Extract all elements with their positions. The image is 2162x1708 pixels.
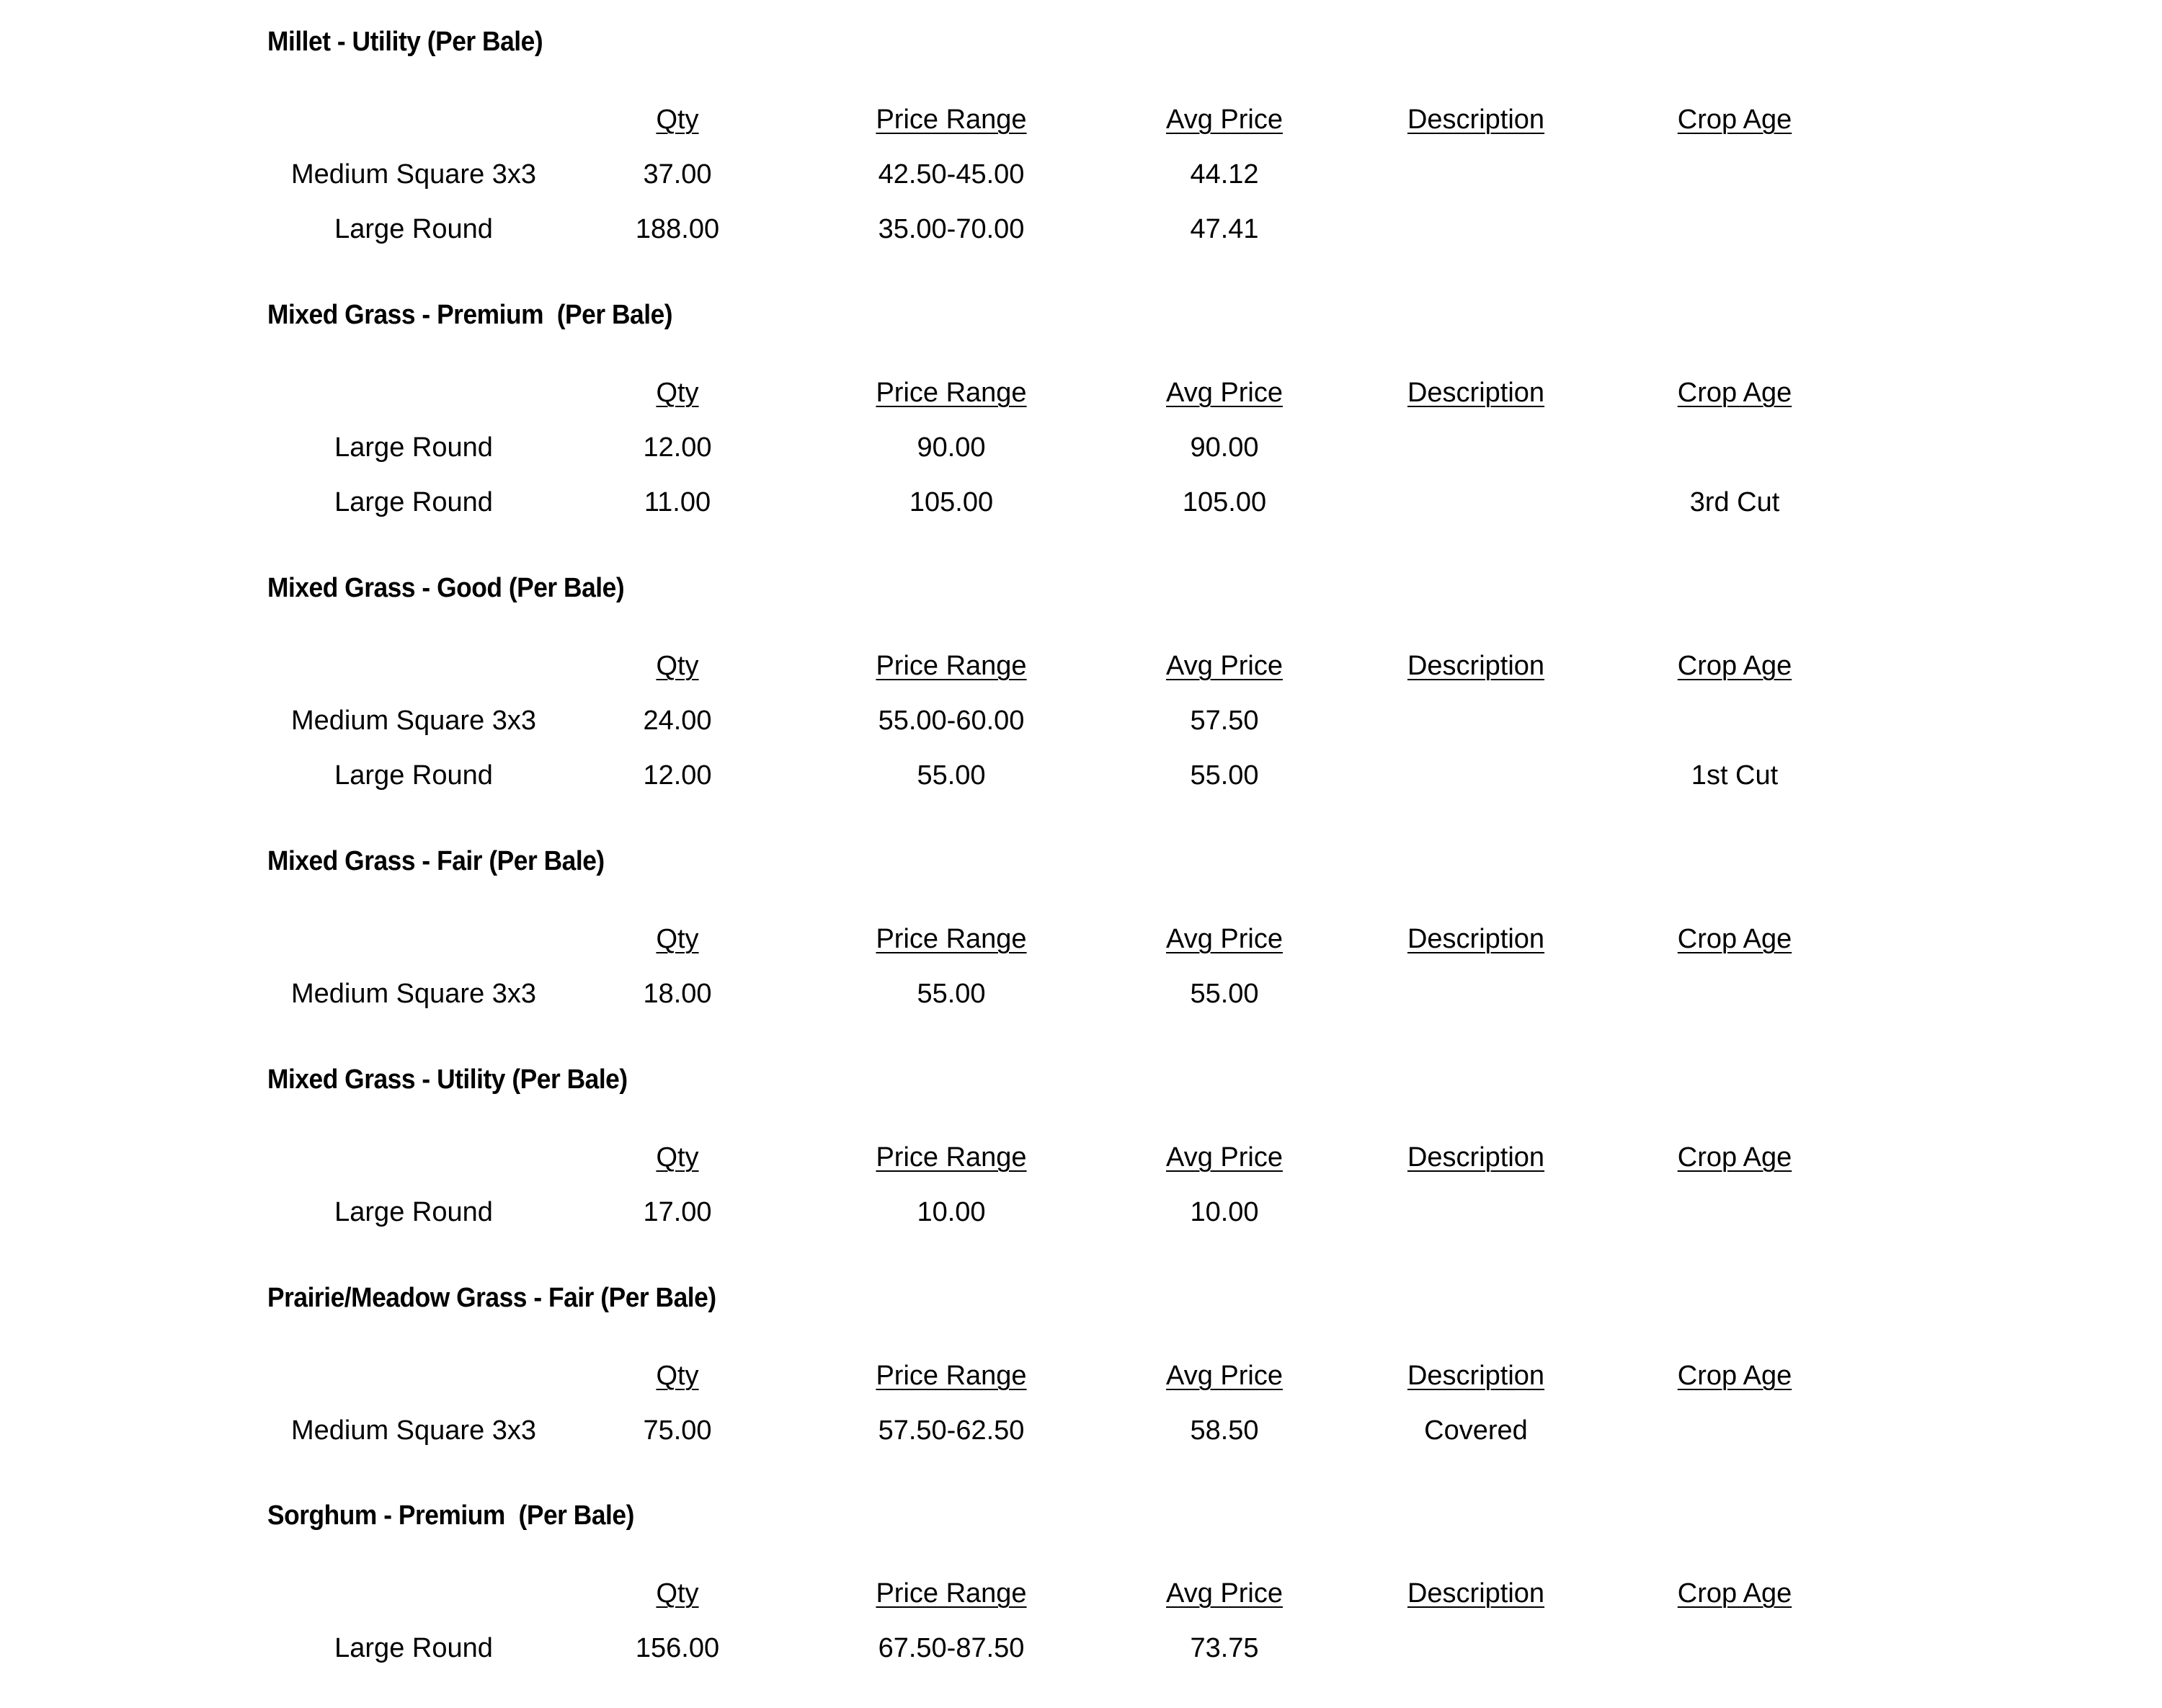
bale-type: Medium Square 3x3 bbox=[290, 1415, 537, 1446]
bale-type: Large Round bbox=[334, 432, 493, 463]
description-value: Covered bbox=[1424, 1415, 1528, 1446]
table-header bbox=[0, 1136, 2162, 1179]
column-header-qty: Qty bbox=[656, 1361, 699, 1391]
table-header bbox=[0, 371, 2162, 414]
qty-value: 12.00 bbox=[643, 760, 712, 791]
column-header-crop-age: Crop Age bbox=[1677, 924, 1792, 954]
column-header-avg-price: Avg Price bbox=[1166, 924, 1283, 954]
column-header-description: Description bbox=[1407, 1361, 1545, 1391]
avg-price-value: 58.50 bbox=[1190, 1415, 1259, 1446]
avg-price-value: 90.00 bbox=[1190, 432, 1259, 463]
bale-type: Large Round bbox=[334, 1197, 493, 1227]
price-range-value: 55.00 bbox=[917, 979, 986, 1009]
column-header-qty: Qty bbox=[656, 924, 699, 954]
avg-price-value: 47.41 bbox=[1190, 214, 1259, 244]
section-title: Prairie/Meadow Grass - Fair (Per Bale) bbox=[267, 1283, 716, 1313]
avg-price-value: 10.00 bbox=[1190, 1197, 1259, 1227]
qty-value: 24.00 bbox=[643, 706, 712, 736]
column-header-crop-age: Crop Age bbox=[1677, 1361, 1792, 1391]
table-row bbox=[0, 481, 2162, 524]
table-header bbox=[0, 1354, 2162, 1397]
table-row bbox=[0, 1627, 2162, 1670]
column-header-description: Description bbox=[1407, 1578, 1545, 1609]
avg-price-value: 73.75 bbox=[1190, 1633, 1259, 1663]
section-title: Millet - Utility (Per Bale) bbox=[267, 27, 543, 57]
column-header-description: Description bbox=[1407, 924, 1545, 954]
bale-type: Large Round bbox=[334, 487, 493, 517]
bale-type: Medium Square 3x3 bbox=[290, 159, 537, 190]
column-header-price-range: Price Range bbox=[876, 1142, 1027, 1173]
column-header-description: Description bbox=[1407, 1142, 1545, 1173]
column-header-crop-age: Crop Age bbox=[1677, 1142, 1792, 1173]
qty-value: 156.00 bbox=[635, 1633, 720, 1663]
column-header-avg-price: Avg Price bbox=[1166, 651, 1283, 681]
column-header-crop-age: Crop Age bbox=[1677, 104, 1792, 135]
bale-type: Large Round bbox=[334, 1633, 493, 1663]
avg-price-value: 57.50 bbox=[1190, 706, 1259, 736]
table-header bbox=[0, 644, 2162, 688]
column-header-crop-age: Crop Age bbox=[1677, 651, 1792, 681]
table-row bbox=[0, 426, 2162, 469]
column-header-avg-price: Avg Price bbox=[1166, 378, 1283, 408]
bale-type: Large Round bbox=[334, 214, 493, 244]
column-header-qty: Qty bbox=[656, 378, 699, 408]
section-title: Mixed Grass - Good (Per Bale) bbox=[267, 573, 625, 603]
section-title: Mixed Grass - Fair (Per Bale) bbox=[267, 846, 605, 876]
table-row bbox=[0, 699, 2162, 742]
crop-age-value: 1st Cut bbox=[1691, 760, 1779, 791]
avg-price-value: 55.00 bbox=[1190, 979, 1259, 1009]
qty-value: 188.00 bbox=[635, 214, 720, 244]
qty-value: 37.00 bbox=[643, 159, 712, 190]
price-range-value: 105.00 bbox=[909, 487, 994, 517]
avg-price-value: 55.00 bbox=[1190, 760, 1259, 791]
table-row bbox=[0, 208, 2162, 251]
section-title: Mixed Grass - Utility (Per Bale) bbox=[267, 1064, 628, 1095]
qty-value: 17.00 bbox=[643, 1197, 712, 1227]
price-range-value: 57.50-62.50 bbox=[878, 1415, 1025, 1446]
price-range-value: 90.00 bbox=[917, 432, 986, 463]
table-row bbox=[0, 1409, 2162, 1452]
column-header-description: Description bbox=[1407, 104, 1545, 135]
section-title: Mixed Grass - Premium (Per Bale) bbox=[267, 300, 673, 330]
column-header-price-range: Price Range bbox=[876, 1578, 1027, 1609]
column-header-qty: Qty bbox=[656, 1578, 699, 1609]
column-header-qty: Qty bbox=[656, 651, 699, 681]
price-range-value: 55.00-60.00 bbox=[878, 706, 1025, 736]
column-header-qty: Qty bbox=[656, 104, 699, 135]
column-header-crop-age: Crop Age bbox=[1677, 378, 1792, 408]
price-range-value: 35.00-70.00 bbox=[878, 214, 1025, 244]
column-header-price-range: Price Range bbox=[876, 104, 1027, 135]
bale-type: Medium Square 3x3 bbox=[290, 706, 537, 736]
table-header bbox=[0, 1572, 2162, 1615]
column-header-qty: Qty bbox=[656, 1142, 699, 1173]
table-header bbox=[0, 98, 2162, 141]
qty-value: 18.00 bbox=[643, 979, 712, 1009]
price-range-value: 55.00 bbox=[917, 760, 986, 791]
avg-price-value: 105.00 bbox=[1182, 487, 1267, 517]
table-row bbox=[0, 972, 2162, 1015]
column-header-avg-price: Avg Price bbox=[1166, 1578, 1283, 1609]
bale-type: Medium Square 3x3 bbox=[290, 979, 537, 1009]
column-header-price-range: Price Range bbox=[876, 1361, 1027, 1391]
table-row bbox=[0, 754, 2162, 797]
section-title: Sorghum - Premium (Per Bale) bbox=[267, 1500, 634, 1531]
column-header-avg-price: Avg Price bbox=[1166, 1142, 1283, 1173]
column-header-price-range: Price Range bbox=[876, 924, 1027, 954]
crop-age-value: 3rd Cut bbox=[1689, 487, 1780, 517]
column-header-crop-age: Crop Age bbox=[1677, 1578, 1792, 1609]
price-range-value: 10.00 bbox=[917, 1197, 986, 1227]
table-header bbox=[0, 917, 2162, 961]
qty-value: 11.00 bbox=[644, 487, 711, 517]
qty-value: 75.00 bbox=[643, 1415, 712, 1446]
avg-price-value: 44.12 bbox=[1190, 159, 1259, 190]
column-header-description: Description bbox=[1407, 651, 1545, 681]
price-range-value: 67.50-87.50 bbox=[878, 1633, 1025, 1663]
column-header-avg-price: Avg Price bbox=[1166, 104, 1283, 135]
table-row bbox=[0, 1191, 2162, 1234]
column-header-price-range: Price Range bbox=[876, 378, 1027, 408]
column-header-price-range: Price Range bbox=[876, 651, 1027, 681]
table-row bbox=[0, 153, 2162, 196]
qty-value: 12.00 bbox=[643, 432, 712, 463]
column-header-avg-price: Avg Price bbox=[1166, 1361, 1283, 1391]
price-range-value: 42.50-45.00 bbox=[878, 159, 1025, 190]
column-header-description: Description bbox=[1407, 378, 1545, 408]
bale-type: Large Round bbox=[334, 760, 493, 791]
